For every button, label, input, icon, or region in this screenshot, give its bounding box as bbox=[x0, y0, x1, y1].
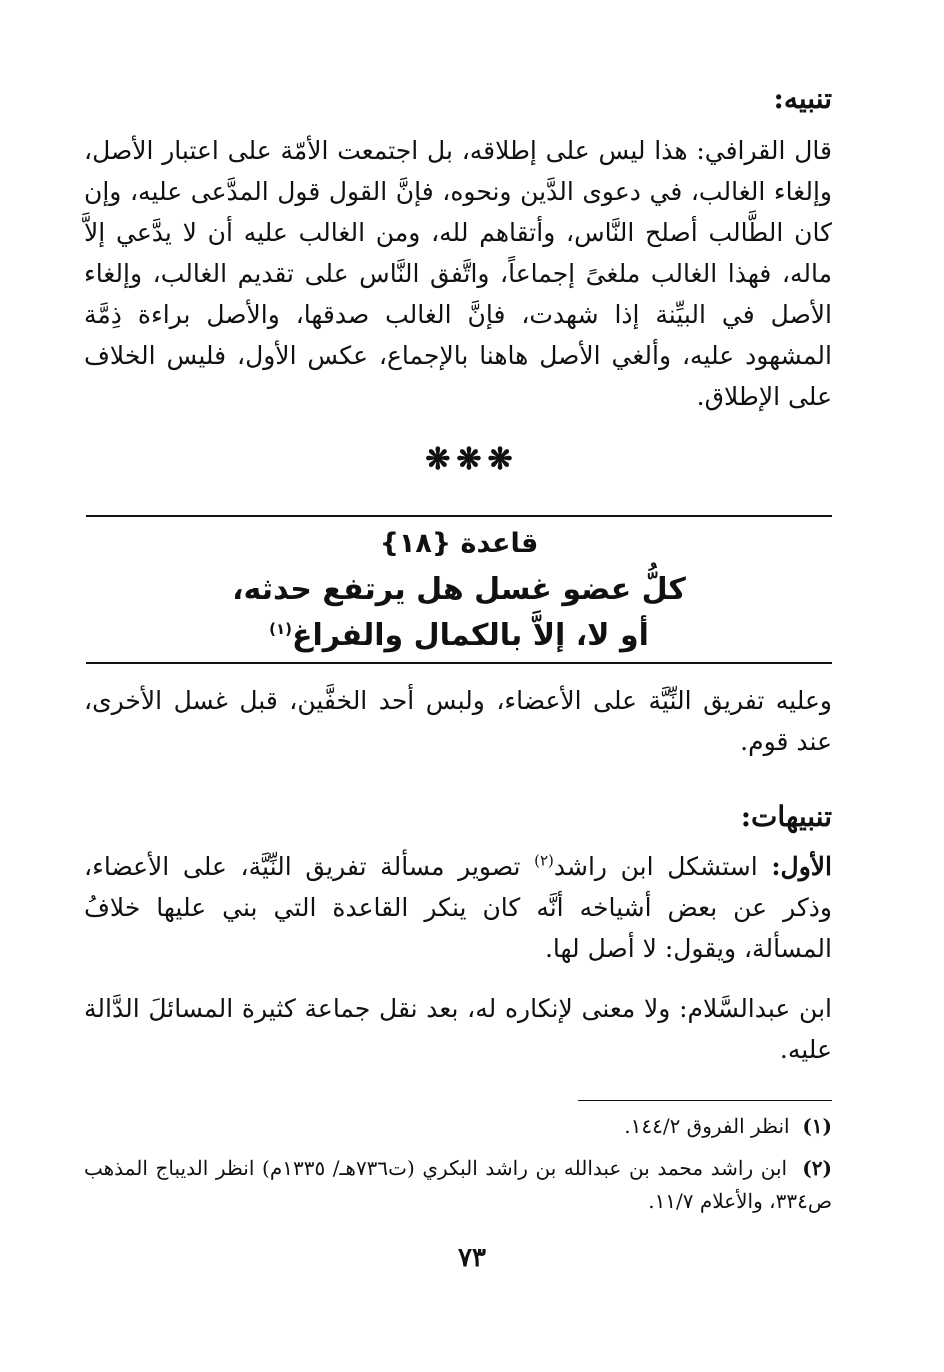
rule-body-paragraph: وعليه تفريق النِّيَّة على الأعضاء، ولبس أحد الخفَّين، قبل غسل الأخرى، عند قوم. bbox=[84, 686, 832, 756]
rule-top-line bbox=[86, 515, 832, 517]
first-note-text-a: استشكل ابن راشد bbox=[553, 852, 772, 881]
rule-bottom-line bbox=[86, 662, 832, 664]
footnote-2-marker: (٢) bbox=[802, 1156, 832, 1180]
second-note-paragraph: ابن عبدالسَّلام: ولا معنى لإنكاره له، بعد نقل جماعة كثيرة المسائلَ الدَّالة عليه. bbox=[84, 994, 832, 1064]
notes-heading: تنبيهات: bbox=[740, 800, 832, 833]
page-number: ٧٣ bbox=[458, 1243, 486, 1273]
rule-number: قاعدة {١٨} bbox=[379, 528, 539, 559]
rule-title-text: أو لا، إلاَّ بالكمال والفراغ bbox=[291, 618, 649, 653]
footnote-separator bbox=[578, 1100, 832, 1101]
rule-title-line2 bbox=[86, 616, 832, 656]
footnote-2 bbox=[84, 1152, 832, 1218]
note-paragraph: قال القرافي: هذا ليس على إطلاقه، بل اجتمعت الأمّة على اعتبار الأصل، وإلغاء الغالب، في دعوى الدَّين ونحوه، فإنَّ القول قول المدَّعى عليه، وإن كان الطَّالب أصلح النَّاس، وأتقاهم لله، ومن الغالب عليه أن لا يدَّعي إلاَّ ماله، فهذا الغالب ملغىً إجماعاً، واتَّفق النَّاس على تقديم الغالب، وإلغاء الأصل في البيِّنة إذا شهدت، فإنَّ الغالب صدقها، والأصل براءة ذِمَّة المشهود عليه، وألغي الأصل هاهنا بالإجماع، عكس الأول، فليس الخلاف على الإطلاق. bbox=[84, 136, 832, 411]
rule-title-line1: كلُّ عضو غسل هل يرتفع حدثه، bbox=[232, 572, 686, 607]
first-note-text-b: تصوير مسألة تفريق النِّيَّة، على الأعضاء، وذكر عن بعض أشياخه أنَّه كان ينكر القاعدة التي بني عليها خلافُ المسألة، ويقول: لا أصل لها. bbox=[84, 852, 832, 963]
footnote-1 bbox=[84, 1110, 832, 1143]
footnote-1-text: انظر الفروق ١٤٤/٢. bbox=[624, 1114, 790, 1138]
footnote-ref-2: (٢) bbox=[534, 851, 554, 870]
note-heading: تنبيه: bbox=[773, 82, 832, 115]
section-separator: ❋❋❋ bbox=[425, 442, 519, 477]
first-note-paragraph bbox=[84, 846, 832, 969]
footnote-ref-1: (١) bbox=[269, 620, 292, 638]
footnote-1-marker: (١) bbox=[802, 1114, 832, 1138]
footnote-2-text: ابن راشد محمد بن عبدالله بن راشد البكري (ت٧٣٦هـ/ ١٣٣٥م) انظر الديباج المذهب ص٣٣٤، والأعلام ١١/٧. bbox=[84, 1156, 832, 1213]
first-note-lead: الأول: bbox=[771, 852, 832, 881]
